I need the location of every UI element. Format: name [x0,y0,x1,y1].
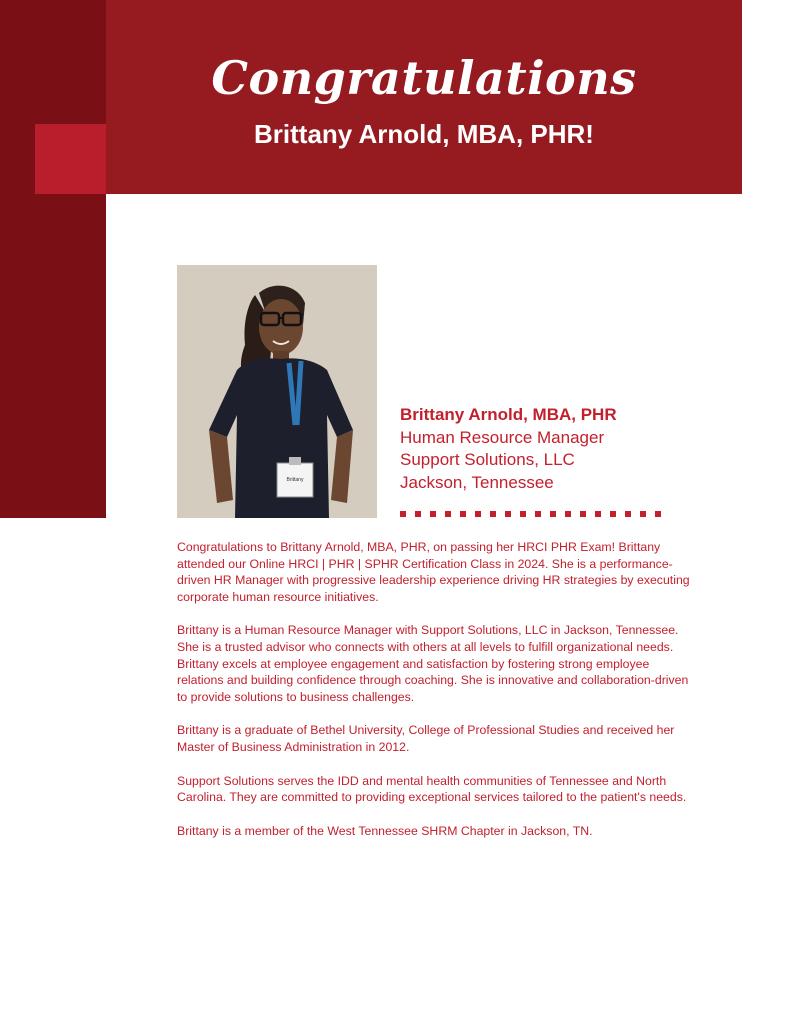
profile-company: Support Solutions, LLC [400,450,575,469]
body-paragraph: Brittany is a Human Resource Manager with Support Solutions, LLC in Jackson, Tennessee. She is a trusted advisor who connects with others at all levels to fulfill organizational needs. Brittany excels at employee engagement and satisfaction by fostering strong employee relations and building confidence through coaching. She is innovative and collaboration-driven to provide solutions to business challenges. [177,623,689,704]
badge-text: Brittany [286,477,304,483]
header-subtitle: Brittany Arnold, MBA, PHR! [254,119,594,149]
accent-square [35,124,106,194]
body-paragraph: Brittany is a graduate of Bethel University, College of Professional Studies and received her Master of Business Administration in 2012. [177,723,675,754]
left-decorative-bar [0,0,106,518]
body-paragraph: Support Solutions serves the IDD and mental health communities of Tennessee and North Carolina. They are committed to providing exceptional services tailored to the patient's needs. [177,773,687,805]
body-paragraph: Brittany is a member of the West Tennessee SHRM Chapter in Jackson, TN. [177,823,593,838]
dotted-divider [400,511,661,517]
body-paragraph: Congratulations to Brittany Arnold, MBA, PHR, on passing her HRCI PHR Exam! Brittany attended our Online HRCI | PHR | SPHR Certification Class in 2024. She is a performance-driven HR Manager with progressive leadership experience driving HR strategies by executing corporate human resource initiatives. [177,540,690,604]
profile-photo [177,265,377,518]
profile-name: Brittany Arnold, MBA, PHR [400,405,617,424]
header-title: Congratulations [211,51,637,105]
profile-block [400,404,617,494]
profile-location: Jackson, Tennessee [400,472,554,492]
body-text [177,539,697,856]
profile-role: Human Resource Manager [400,427,605,447]
